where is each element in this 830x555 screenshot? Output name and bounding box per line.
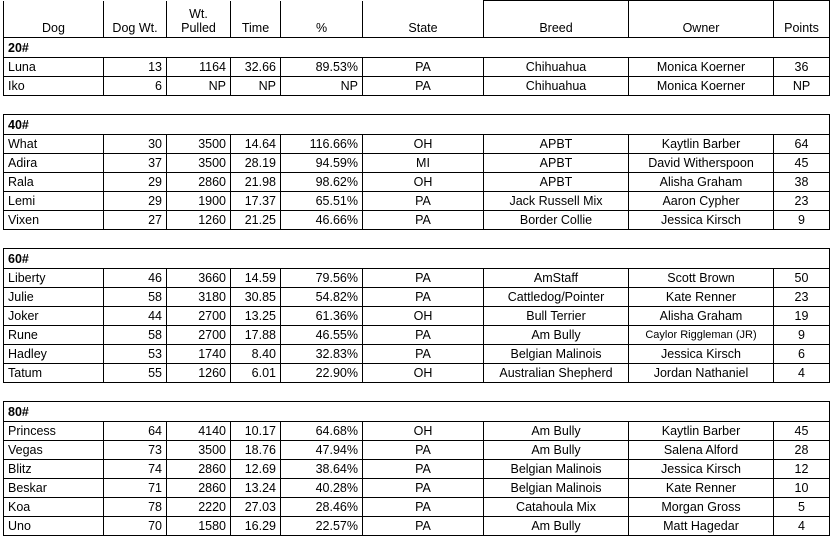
table-row xyxy=(4,441,830,460)
cell-state: OH xyxy=(363,135,484,154)
cell-state: PA xyxy=(363,211,484,230)
col-header-dog-wt: Dog Wt. xyxy=(104,1,167,38)
cell-time: 12.69 xyxy=(231,460,281,479)
cell-owner: Jessica Kirsch xyxy=(629,345,774,364)
cell-percent: NP xyxy=(281,77,363,96)
cell-wt-pulled: 3500 xyxy=(167,154,231,173)
cell-state: MI xyxy=(363,154,484,173)
cell-dog: Vixen xyxy=(4,211,104,230)
cell-time: 17.88 xyxy=(231,326,281,345)
col-header-wt-pulled xyxy=(167,1,231,38)
cell-wt-pulled: 2700 xyxy=(167,326,231,345)
cell-time: NP xyxy=(231,77,281,96)
cell-wt-pulled: 3500 xyxy=(167,441,231,460)
cell-percent: 54.82% xyxy=(281,288,363,307)
cell-wt-pulled: 1260 xyxy=(167,364,231,383)
cell-owner: Alisha Graham xyxy=(629,307,774,326)
weight-class-label: 20# xyxy=(4,38,830,58)
cell-dog: Liberty xyxy=(4,269,104,288)
col-header-breed: Breed xyxy=(484,1,629,38)
cell-wt-pulled: 1260 xyxy=(167,211,231,230)
results-table xyxy=(3,0,830,536)
cell-breed: AmStaff xyxy=(484,269,629,288)
cell-dog-wt: 78 xyxy=(104,498,167,517)
cell-points: 64 xyxy=(774,135,830,154)
col-header-points: Points xyxy=(774,1,830,38)
cell-points: 23 xyxy=(774,288,830,307)
spacer-cell xyxy=(4,96,830,115)
cell-dog-wt: 6 xyxy=(104,77,167,96)
cell-points: 9 xyxy=(774,211,830,230)
cell-dog: Tatum xyxy=(4,364,104,383)
cell-state: PA xyxy=(363,288,484,307)
weight-class-label: 80# xyxy=(4,402,830,422)
cell-wt-pulled: 1740 xyxy=(167,345,231,364)
cell-points: 45 xyxy=(774,422,830,441)
cell-percent: 116.66% xyxy=(281,135,363,154)
weight-class-row xyxy=(4,402,830,422)
cell-wt-pulled: 3660 xyxy=(167,269,231,288)
cell-time: 14.64 xyxy=(231,135,281,154)
results-sheet xyxy=(3,0,829,536)
cell-time: 18.76 xyxy=(231,441,281,460)
cell-state: PA xyxy=(363,460,484,479)
cell-state: PA xyxy=(363,77,484,96)
table-row xyxy=(4,211,830,230)
cell-dog: Blitz xyxy=(4,460,104,479)
cell-state: PA xyxy=(363,479,484,498)
cell-breed: Border Collie xyxy=(484,211,629,230)
table-row xyxy=(4,154,830,173)
cell-dog: Lemi xyxy=(4,192,104,211)
weight-class-row xyxy=(4,115,830,135)
cell-dog: Beskar xyxy=(4,479,104,498)
cell-owner: Jessica Kirsch xyxy=(629,211,774,230)
table-row xyxy=(4,517,830,536)
cell-time: 28.19 xyxy=(231,154,281,173)
cell-dog-wt: 46 xyxy=(104,269,167,288)
cell-points: 4 xyxy=(774,364,830,383)
cell-time: 10.17 xyxy=(231,422,281,441)
cell-points: 23 xyxy=(774,192,830,211)
cell-dog-wt: 53 xyxy=(104,345,167,364)
table-row xyxy=(4,345,830,364)
cell-owner: Jessica Kirsch xyxy=(629,460,774,479)
table-row xyxy=(4,307,830,326)
cell-wt-pulled: 2220 xyxy=(167,498,231,517)
cell-owner: Monica Koerner xyxy=(629,77,774,96)
table-row xyxy=(4,58,830,77)
header-row xyxy=(4,1,830,38)
spacer-cell xyxy=(4,230,830,249)
cell-dog-wt: 55 xyxy=(104,364,167,383)
cell-dog: Julie xyxy=(4,288,104,307)
cell-state: PA xyxy=(363,269,484,288)
cell-percent: 89.53% xyxy=(281,58,363,77)
cell-percent: 61.36% xyxy=(281,307,363,326)
cell-breed: Belgian Malinois xyxy=(484,345,629,364)
cell-percent: 38.64% xyxy=(281,460,363,479)
col-header-time: Time xyxy=(231,1,281,38)
cell-wt-pulled: 1580 xyxy=(167,517,231,536)
cell-dog: Luna xyxy=(4,58,104,77)
cell-time: 21.25 xyxy=(231,211,281,230)
cell-percent: 32.83% xyxy=(281,345,363,364)
cell-owner: Salena Alford xyxy=(629,441,774,460)
cell-percent: 22.90% xyxy=(281,364,363,383)
cell-dog: Koa xyxy=(4,498,104,517)
cell-state: OH xyxy=(363,173,484,192)
cell-breed: Am Bully xyxy=(484,326,629,345)
cell-time: 13.24 xyxy=(231,479,281,498)
spacer-row xyxy=(4,230,830,249)
col-header-owner: Owner xyxy=(629,1,774,38)
cell-time: 6.01 xyxy=(231,364,281,383)
cell-dog: Hadley xyxy=(4,345,104,364)
cell-points: 10 xyxy=(774,479,830,498)
cell-owner: Kaytlin Barber xyxy=(629,135,774,154)
cell-time: 13.25 xyxy=(231,307,281,326)
table-row xyxy=(4,269,830,288)
cell-percent: 64.68% xyxy=(281,422,363,441)
weight-class-row xyxy=(4,38,830,58)
cell-dog-wt: 58 xyxy=(104,326,167,345)
table-row xyxy=(4,326,830,345)
cell-wt-pulled: 2860 xyxy=(167,479,231,498)
cell-dog-wt: 64 xyxy=(104,422,167,441)
cell-owner: Matt Hagedar xyxy=(629,517,774,536)
cell-breed: Belgian Malinois xyxy=(484,479,629,498)
cell-wt-pulled: 2860 xyxy=(167,173,231,192)
table-row xyxy=(4,364,830,383)
table-row xyxy=(4,498,830,517)
cell-wt-pulled: 3500 xyxy=(167,135,231,154)
cell-percent: 40.28% xyxy=(281,479,363,498)
cell-wt-pulled: 1164 xyxy=(167,58,231,77)
cell-state: PA xyxy=(363,345,484,364)
cell-points: 5 xyxy=(774,498,830,517)
cell-state: OH xyxy=(363,307,484,326)
cell-owner: Alisha Graham xyxy=(629,173,774,192)
cell-dog-wt: 44 xyxy=(104,307,167,326)
cell-state: PA xyxy=(363,326,484,345)
cell-dog-wt: 29 xyxy=(104,192,167,211)
cell-owner: Scott Brown xyxy=(629,269,774,288)
cell-dog-wt: 29 xyxy=(104,173,167,192)
cell-dog: Rala xyxy=(4,173,104,192)
spacer-row xyxy=(4,96,830,115)
cell-breed: Chihuahua xyxy=(484,77,629,96)
cell-time: 32.66 xyxy=(231,58,281,77)
cell-percent: 46.55% xyxy=(281,326,363,345)
cell-dog-wt: 13 xyxy=(104,58,167,77)
cell-points: 38 xyxy=(774,173,830,192)
cell-points: 12 xyxy=(774,460,830,479)
cell-percent: 28.46% xyxy=(281,498,363,517)
col-header-wt-pulled-line2: Pulled xyxy=(181,21,216,35)
cell-points: 19 xyxy=(774,307,830,326)
cell-owner: Kate Renner xyxy=(629,288,774,307)
cell-owner: Kate Renner xyxy=(629,479,774,498)
cell-points: 28 xyxy=(774,441,830,460)
cell-state: PA xyxy=(363,192,484,211)
cell-points: NP xyxy=(774,77,830,96)
table-row xyxy=(4,173,830,192)
cell-owner: Kaytlin Barber xyxy=(629,422,774,441)
cell-dog: Adira xyxy=(4,154,104,173)
col-header-state: State xyxy=(363,1,484,38)
cell-wt-pulled: 1900 xyxy=(167,192,231,211)
cell-breed: Am Bully xyxy=(484,422,629,441)
cell-breed: APBT xyxy=(484,135,629,154)
cell-breed: Catahoula Mix xyxy=(484,498,629,517)
cell-dog-wt: 74 xyxy=(104,460,167,479)
weight-class-label: 60# xyxy=(4,249,830,269)
cell-percent: 94.59% xyxy=(281,154,363,173)
cell-state: PA xyxy=(363,498,484,517)
cell-owner: David Witherspoon xyxy=(629,154,774,173)
spacer-cell xyxy=(4,383,830,402)
cell-owner: Aaron Cypher xyxy=(629,192,774,211)
cell-dog-wt: 73 xyxy=(104,441,167,460)
cell-time: 8.40 xyxy=(231,345,281,364)
cell-breed: Bull Terrier xyxy=(484,307,629,326)
table-row xyxy=(4,460,830,479)
cell-dog-wt: 71 xyxy=(104,479,167,498)
col-header-dog: Dog xyxy=(4,1,104,38)
cell-dog-wt: 37 xyxy=(104,154,167,173)
cell-owner: Jordan Nathaniel xyxy=(629,364,774,383)
cell-dog: What xyxy=(4,135,104,154)
cell-points: 4 xyxy=(774,517,830,536)
cell-dog-wt: 30 xyxy=(104,135,167,154)
cell-points: 36 xyxy=(774,58,830,77)
cell-breed: Cattledog/Pointer xyxy=(484,288,629,307)
spacer-row xyxy=(4,383,830,402)
cell-breed: Belgian Malinois xyxy=(484,460,629,479)
cell-state: PA xyxy=(363,58,484,77)
cell-percent: 79.56% xyxy=(281,269,363,288)
table-row xyxy=(4,192,830,211)
cell-time: 27.03 xyxy=(231,498,281,517)
cell-dog-wt: 27 xyxy=(104,211,167,230)
table-row xyxy=(4,135,830,154)
col-header-percent: % xyxy=(281,1,363,38)
cell-time: 14.59 xyxy=(231,269,281,288)
cell-dog-wt: 58 xyxy=(104,288,167,307)
cell-breed: Australian Shepherd xyxy=(484,364,629,383)
table-row xyxy=(4,422,830,441)
cell-breed: APBT xyxy=(484,154,629,173)
cell-dog: Iko xyxy=(4,77,104,96)
table-row xyxy=(4,479,830,498)
cell-time: 30.85 xyxy=(231,288,281,307)
cell-dog: Rune xyxy=(4,326,104,345)
cell-percent: 65.51% xyxy=(281,192,363,211)
cell-state: OH xyxy=(363,364,484,383)
cell-owner: Monica Koerner xyxy=(629,58,774,77)
cell-time: 16.29 xyxy=(231,517,281,536)
table-row xyxy=(4,288,830,307)
cell-breed: APBT xyxy=(484,173,629,192)
cell-breed: Am Bully xyxy=(484,441,629,460)
cell-percent: 47.94% xyxy=(281,441,363,460)
cell-points: 9 xyxy=(774,326,830,345)
cell-state: PA xyxy=(363,517,484,536)
cell-wt-pulled: 2860 xyxy=(167,460,231,479)
cell-dog-wt: 70 xyxy=(104,517,167,536)
weight-class-label: 40# xyxy=(4,115,830,135)
cell-time: 21.98 xyxy=(231,173,281,192)
cell-percent: 22.57% xyxy=(281,517,363,536)
cell-percent: 98.62% xyxy=(281,173,363,192)
cell-points: 6 xyxy=(774,345,830,364)
cell-points: 50 xyxy=(774,269,830,288)
cell-percent: 46.66% xyxy=(281,211,363,230)
cell-owner: Morgan Gross xyxy=(629,498,774,517)
cell-dog: Uno xyxy=(4,517,104,536)
cell-wt-pulled: NP xyxy=(167,77,231,96)
cell-wt-pulled: 2700 xyxy=(167,307,231,326)
cell-breed: Chihuahua xyxy=(484,58,629,77)
cell-state: OH xyxy=(363,422,484,441)
cell-dog: Princess xyxy=(4,422,104,441)
cell-state: PA xyxy=(363,441,484,460)
cell-wt-pulled: 4140 xyxy=(167,422,231,441)
cell-wt-pulled: 3180 xyxy=(167,288,231,307)
cell-breed: Jack Russell Mix xyxy=(484,192,629,211)
cell-breed: Am Bully xyxy=(484,517,629,536)
table-row xyxy=(4,77,830,96)
cell-dog: Vegas xyxy=(4,441,104,460)
cell-dog: Joker xyxy=(4,307,104,326)
cell-owner: Caylor Riggleman (JR) xyxy=(629,326,774,345)
cell-points: 45 xyxy=(774,154,830,173)
cell-time: 17.37 xyxy=(231,192,281,211)
col-header-wt-pulled-line1: Wt. xyxy=(189,7,208,21)
weight-class-row xyxy=(4,249,830,269)
